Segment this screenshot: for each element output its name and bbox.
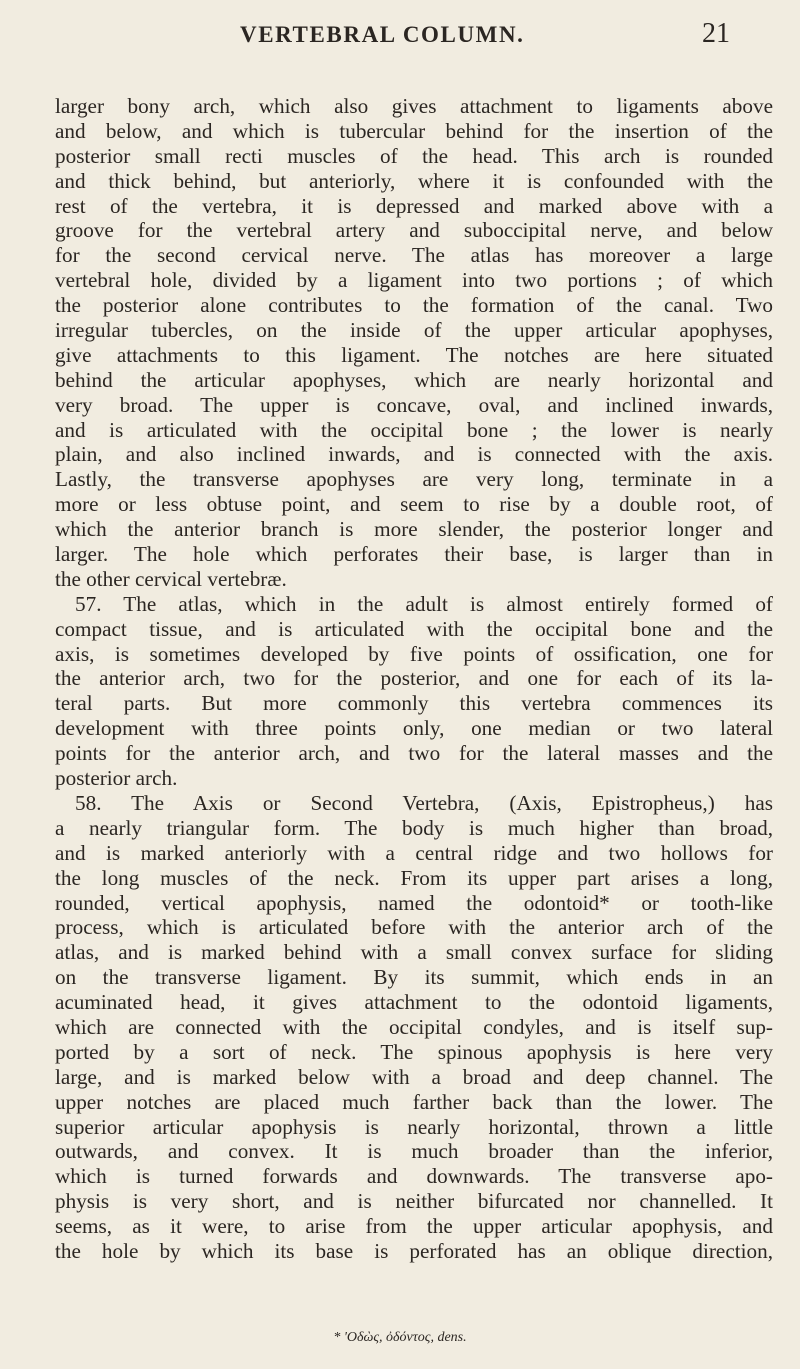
text-line: outwards, and convex. It is much broader than the inferior, <box>55 1139 773 1164</box>
text-line: the posterior alone contributes to the formation of the canal. Two <box>55 293 773 318</box>
text-line: irregular tubercles, on the inside of the upper articular apophyses, <box>55 318 773 343</box>
text-line: posterior small recti muscles of the head. This arch is rounded <box>55 143 773 168</box>
text-line: the long muscles of the neck. From its upper part arises a long, <box>55 865 773 890</box>
text-line: 57. The atlas, which in the adult is almost entirely formed of <box>75 591 773 616</box>
body-text <box>55 94 773 1264</box>
text-line: compact tissue, and is articulated with the occipital bone and the <box>55 616 773 641</box>
text-line: behind the articular apophyses, which are nearly horizontal and <box>55 367 773 392</box>
text-line: development with three points only, one median or two lateral <box>55 716 773 741</box>
text-line: rounded, vertical apophysis, named the odontoid* or tooth-like <box>55 890 773 915</box>
text-line: superior articular apophysis is nearly horizontal, thrown a little <box>55 1114 773 1139</box>
text-line: more or less obtuse point, and seem to rise by a double root, of <box>55 492 773 517</box>
running-title: VERTEBRAL COLUMN. <box>240 22 525 47</box>
text-line: the hole by which its base is perforated has an oblique direction, <box>55 1238 773 1263</box>
text-line: ported by a sort of neck. The spinous apophysis is here very <box>55 1039 773 1064</box>
text-line: large, and is marked below with a broad and deep channel. The <box>55 1064 773 1089</box>
text-line: teral parts. But more commonly this vertebra commences its <box>55 691 773 716</box>
page-number: 21 <box>702 18 730 49</box>
text-line: atlas, and is marked behind with a small convex surface for sliding <box>55 940 773 965</box>
text-line: points for the anterior arch, and two for the lateral masses and the <box>55 741 773 766</box>
text-line: physis is very short, and is neither bifurcated nor channelled. It <box>55 1189 773 1214</box>
text-line: for the second cervical nerve. The atlas has moreover a large <box>55 243 773 268</box>
text-line: vertebral hole, divided by a ligament into two portions ; of which <box>55 268 773 293</box>
text-line: Lastly, the transverse apophyses are very long, terminate in a <box>55 467 773 492</box>
text-line: seems, as it were, to arise from the upper articular apophysis, and <box>55 1214 773 1239</box>
text-line: give attachments to this ligament. The notches are here situated <box>55 342 773 367</box>
text-line: upper notches are placed much farther back than the lower. The <box>55 1089 773 1114</box>
text-line: the anterior arch, two for the posterior, and one for each of its la- <box>55 666 773 691</box>
text-line: plain, and also inclined inwards, and is connected with the axis. <box>55 442 773 467</box>
text-line: larger bony arch, which also gives attachment to ligaments above <box>55 94 773 118</box>
text-line: a nearly triangular form. The body is much higher than broad, <box>55 815 773 840</box>
text-line: which are connected with the occipital condyles, and is itself sup- <box>55 1014 773 1039</box>
text-line: and below, and which is tubercular behind for the insertion of the <box>55 118 773 143</box>
text-line: axis, is sometimes developed by five points of ossification, one for <box>55 641 773 666</box>
text-line: which is turned forwards and downwards. The transverse apo- <box>55 1164 773 1189</box>
text-line: acuminated head, it gives attachment to the odontoid ligaments, <box>55 990 773 1015</box>
text-line: the other cervical vertebræ. <box>55 566 287 591</box>
text-line: and thick behind, but anteriorly, where it is confounded with the <box>55 168 773 193</box>
text-line: on the transverse ligament. By its summit, which ends in an <box>55 965 773 990</box>
text-line: and is marked anteriorly with a central ridge and two hollows for <box>55 840 773 865</box>
text-line: groove for the vertebral artery and suboccipital nerve, and below <box>55 218 773 243</box>
text-line: process, which is articulated before with the anterior arch of the <box>55 915 773 940</box>
text-line: 58. The Axis or Second Vertebra, (Axis, Epistropheus,) has <box>75 790 773 815</box>
text-line: rest of the vertebra, it is depressed and marked above with a <box>55 193 773 218</box>
text-line: and is articulated with the occipital bone ; the lower is nearly <box>55 417 773 442</box>
text-line: very broad. The upper is concave, oval, and inclined inwards, <box>55 392 773 417</box>
text-line: posterior arch. <box>55 766 178 791</box>
running-head <box>0 20 800 60</box>
footnote: * 'Οδὼς, ὀδόντος, dens. <box>333 1330 467 1345</box>
text-line: which the anterior branch is more slender, the posterior longer and <box>55 517 773 542</box>
text-line: larger. The hole which perforates their base, is larger than in <box>55 542 773 567</box>
